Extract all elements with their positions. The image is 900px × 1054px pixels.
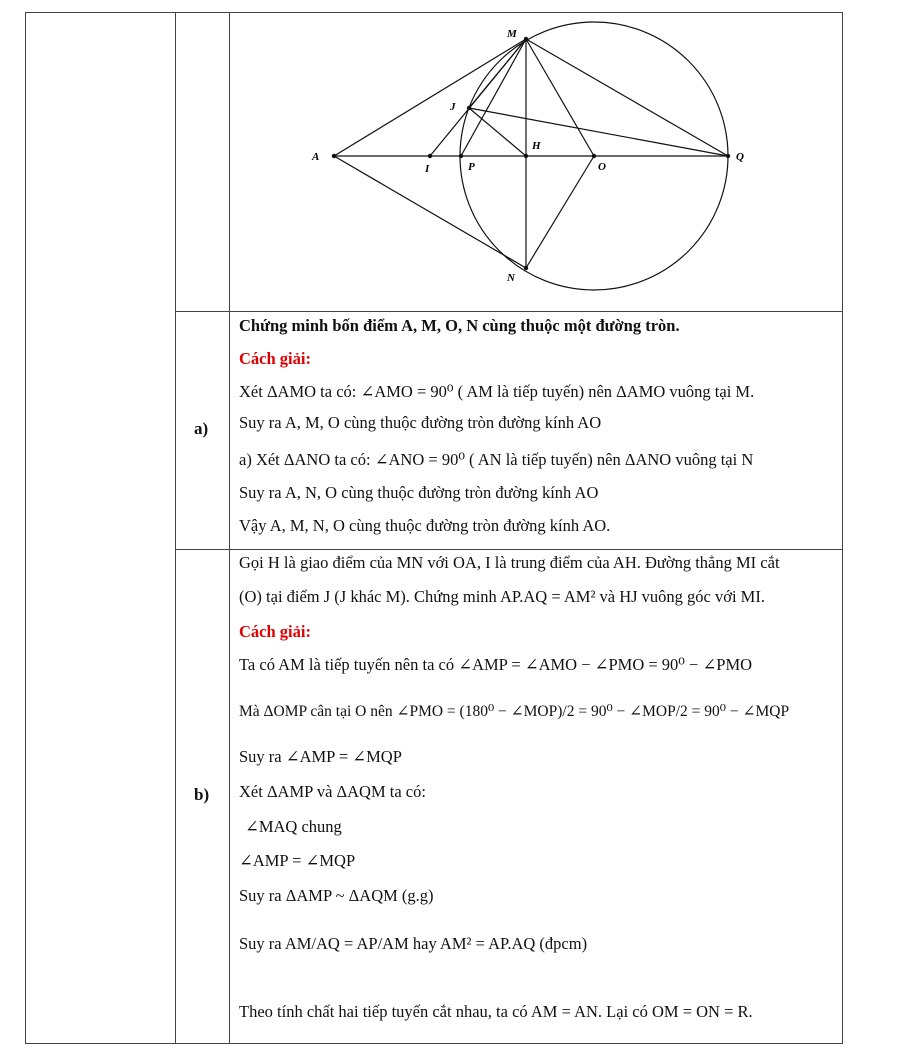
dot-m — [524, 37, 528, 41]
part-a-line-2: Suy ra A, M, O cùng thuộc đường tròn đường kính AO — [239, 413, 602, 432]
part-a-line-4: Suy ra A, N, O cùng thuộc đường tròn đường kính AO — [239, 483, 599, 502]
segment-mq — [526, 39, 728, 156]
part-b-line-8: Suy ra AM/AQ = AP/AM hay AM² = AP.AQ (đpcm) — [239, 934, 588, 953]
part-b-title-line-2: (O) tại điểm J (J khác M). Chứng minh AP.AQ = AM² và HJ vuông góc với MI. — [239, 587, 765, 606]
label-m: M — [507, 28, 517, 40]
label-i: I — [425, 163, 430, 175]
label-h: H — [532, 140, 541, 152]
part-b-title-line-1: Gọi H là giao điểm của MN với OA, I là trung điểm của AH. Đường thẳng MI cắt — [239, 553, 780, 572]
part-b-line-4: Xét ΔAMP và ΔAQM ta có: — [239, 782, 426, 801]
tangent-am — [334, 39, 526, 156]
part-a-method: Cách giải: — [239, 349, 311, 368]
segment-mo — [526, 39, 594, 156]
dot-a — [332, 154, 336, 158]
label-p: P — [468, 161, 475, 173]
part-a-line-5: Vậy A, M, N, O cùng thuộc đường tròn đường kính AO. — [239, 516, 611, 535]
part-b-line-3: Suy ra ∠AMP = ∠MQP — [239, 747, 402, 766]
part-a-line-1: Xét ΔAMO ta có: ∠AMO = 90⁰ ( AM là tiếp tuyến) nên ΔAMO vuông tại M. — [239, 382, 755, 401]
row-divider-b — [175, 549, 843, 550]
part-b-line-5: ∠MAQ chung — [245, 817, 342, 836]
row-divider-a — [175, 311, 843, 312]
dot-i — [428, 154, 432, 158]
part-b-method: Cách giải: — [239, 622, 311, 641]
label-o: O — [598, 161, 606, 173]
label-q: Q — [736, 151, 744, 163]
tangent-an — [334, 156, 526, 268]
table-border-bottom — [25, 1043, 843, 1044]
part-b-line-2: Mà ΔOMP cân tại O nên ∠PMO = (180⁰ − ∠MOP)/2 = 90⁰ − ∠MOP/2 = 90⁰ − ∠MQP — [239, 703, 790, 720]
dot-j — [467, 106, 471, 110]
table-border-right — [842, 12, 843, 1044]
dot-p — [459, 154, 463, 158]
segment-jq — [469, 108, 728, 156]
segment-mp — [461, 39, 526, 156]
part-b-line-7: Suy ra ΔAMP ~ ΔAQM (g.g) — [239, 886, 434, 905]
part-a-line-3: a) Xét ΔANO ta có: ∠ANO = 90⁰ ( AN là tiếp tuyến) nên ΔANO vuông tại N — [239, 450, 754, 469]
label-a: A — [312, 151, 320, 163]
segment-jh — [469, 108, 526, 156]
dot-h — [524, 154, 528, 158]
dot-o — [592, 154, 596, 158]
part-b-line-1: Ta có AM là tiếp tuyến nên ta có ∠AMP = ∠AMO − ∠PMO = 90⁰ − ∠PMO — [239, 655, 753, 674]
dot-n — [524, 266, 528, 270]
dot-q — [726, 154, 730, 158]
segment-no — [526, 156, 594, 268]
label-j: J — [450, 101, 456, 113]
part-b-label: b) — [194, 785, 210, 804]
part-b-line-6: ∠AMP = ∠MQP — [239, 851, 356, 870]
part-a-label: a) — [194, 419, 209, 438]
geometry-figure — [230, 13, 842, 311]
table-border-left — [25, 12, 26, 1044]
part-b-line-9: Theo tính chất hai tiếp tuyến cắt nhau, ta có AM = AN. Lại có OM = ON = R. — [239, 1002, 753, 1021]
label-n: N — [507, 272, 515, 284]
segment-mj — [469, 39, 526, 108]
table-divider-1 — [175, 12, 176, 1044]
part-a-title: Chứng minh bốn điểm A, M, O, N cùng thuộc một đường tròn. — [239, 316, 680, 335]
